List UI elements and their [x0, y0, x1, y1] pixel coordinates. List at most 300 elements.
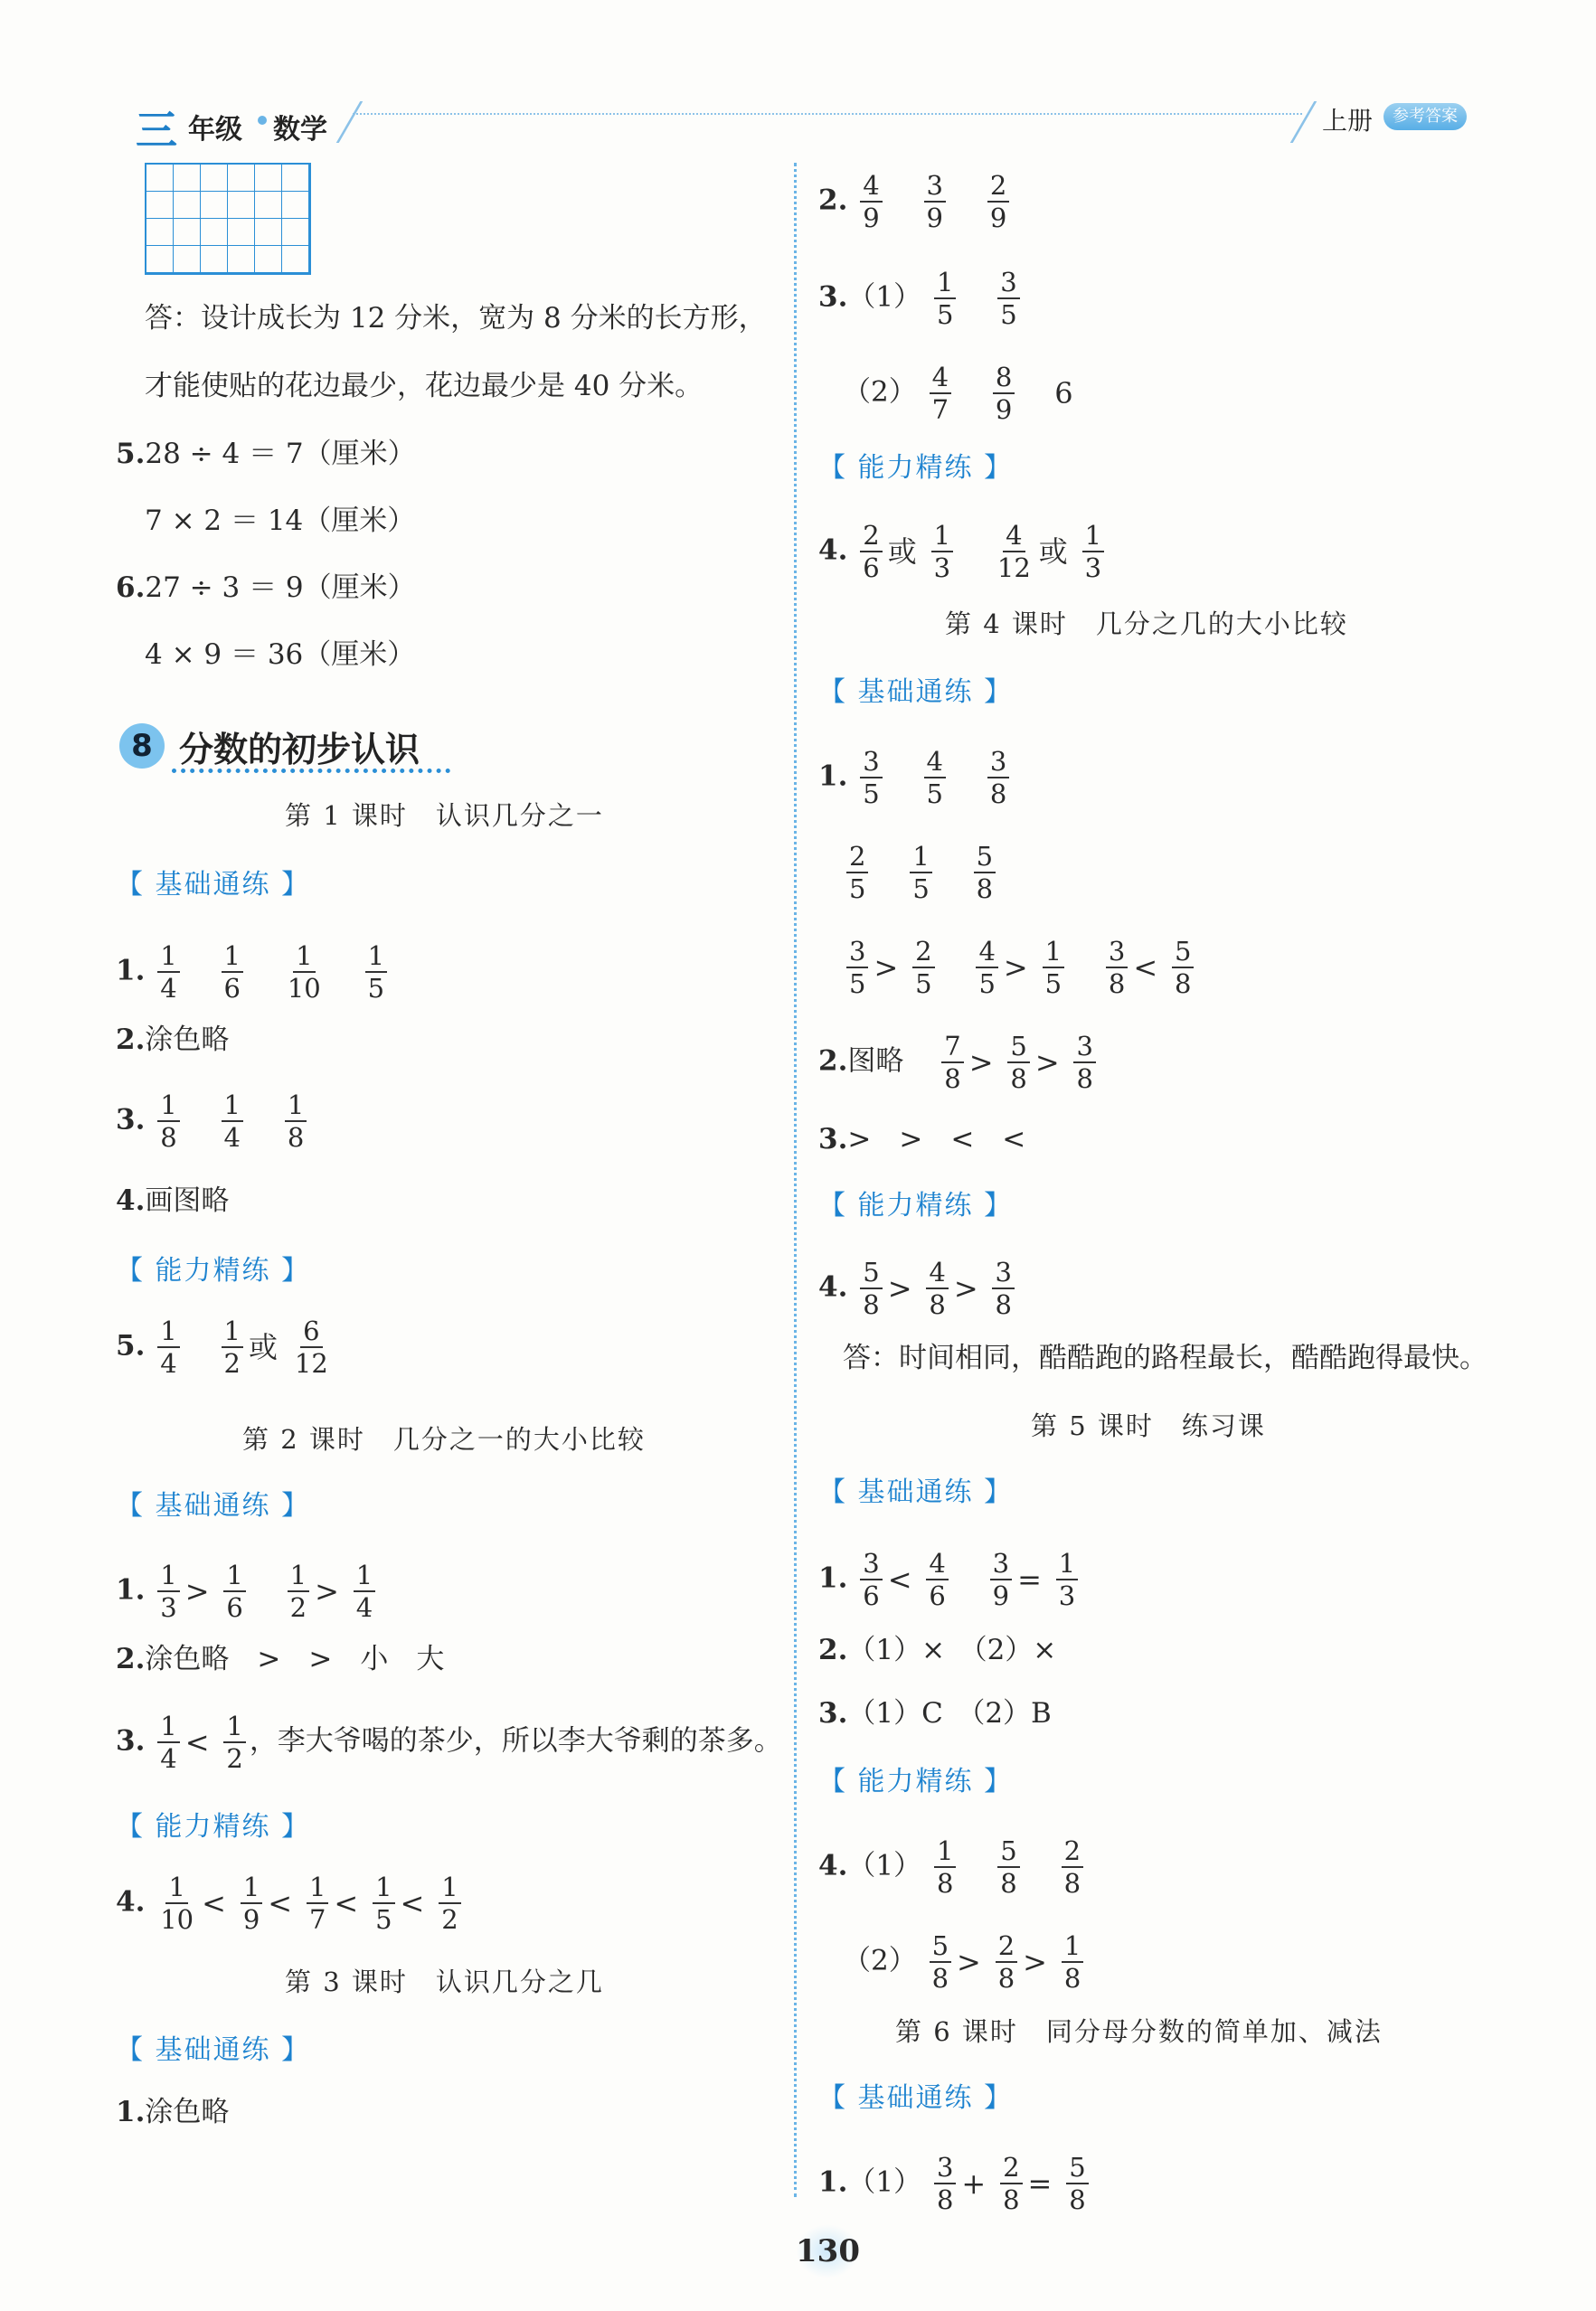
denominator: 8	[1069, 2184, 1086, 2215]
fraction	[222, 1089, 243, 1153]
denominator: 8	[936, 2184, 954, 2215]
fraction	[222, 940, 243, 1004]
fraction	[1062, 1835, 1083, 1899]
denominator: 8	[931, 1963, 949, 1994]
operator: >	[315, 1574, 339, 1608]
denominator: 8	[1175, 968, 1192, 999]
numerator: 4	[926, 1257, 948, 1289]
numerator: 1	[1082, 520, 1104, 552]
numerator: 1	[157, 1089, 179, 1122]
question-number: 4.	[818, 1849, 848, 1882]
fraction	[307, 1872, 328, 1935]
numerator: 1	[222, 1316, 243, 1348]
fraction	[931, 520, 953, 583]
numerator: 5	[974, 841, 996, 873]
question-number: 4.	[818, 533, 848, 567]
denominator: 12	[996, 552, 1031, 583]
l1-q1	[116, 940, 391, 1004]
numerator: 2	[1062, 1835, 1083, 1868]
numerator: 5	[997, 1835, 1019, 1868]
denominator: 8	[1076, 1063, 1093, 1094]
numerator: 4	[860, 170, 882, 203]
operator: 6	[1054, 376, 1073, 410]
l1-q5	[116, 1316, 335, 1379]
denominator: 3	[933, 552, 951, 583]
grid-figure	[145, 163, 311, 275]
section-ability-1: 【 能力精练 】	[116, 1255, 311, 1287]
fraction	[860, 520, 882, 583]
numerator: 1	[223, 1711, 245, 1743]
l5-q4-1: 4.（1） $\frac{1}{8}$ $\frac{5}{8}$ $\frac{2}{8}$	[818, 1835, 1087, 1899]
answer-line-1: 答：设计成长为 12 分米，宽为 8 分米的长方形，	[145, 302, 767, 335]
denominator: 6	[929, 1580, 946, 1611]
operator: 或	[1038, 534, 1068, 569]
lesson-5-title: 第 5 课时 练习课	[1031, 1410, 1266, 1441]
section-ability-r2: 【 能力精练 】	[818, 1190, 1014, 1222]
numerator: 8	[993, 362, 1015, 394]
denominator: 5	[936, 299, 954, 330]
operator: <	[887, 1562, 912, 1597]
denominator: 6	[863, 1580, 880, 1611]
denominator: 12	[294, 1348, 328, 1379]
r-q2	[818, 170, 1013, 233]
numerator: 1	[934, 267, 956, 299]
numerator: 3	[997, 267, 1019, 299]
fraction	[1073, 1031, 1095, 1094]
numerator: 1	[307, 1872, 328, 1904]
q6-row-b: 4 × 9 ＝ 36（厘米）	[145, 638, 416, 671]
numerator: 2	[846, 841, 868, 873]
l1-q4: 4.画图略	[116, 1184, 230, 1217]
question-number: 2.	[116, 1023, 146, 1056]
fraction	[157, 1560, 179, 1623]
denominator: 8	[160, 1122, 177, 1153]
denominator: 4	[160, 1743, 177, 1774]
fraction	[924, 746, 946, 809]
denominator: 10	[160, 1904, 194, 1935]
operator: <	[268, 1886, 293, 1920]
numerator: 3	[934, 2152, 956, 2184]
fraction	[223, 1711, 245, 1774]
fraction	[1172, 936, 1194, 999]
fraction	[930, 362, 951, 425]
fraction	[1062, 1930, 1083, 1994]
section-ability-r1: 【 能力精练 】	[818, 452, 1014, 484]
operator: >	[957, 1945, 981, 1979]
question-number: 5.	[116, 438, 146, 470]
q5-row-a: 5.28 ÷ 4 ＝ 7（厘米）	[116, 438, 416, 470]
fraction	[1066, 2152, 1088, 2215]
numerator: 3	[1073, 1031, 1095, 1063]
numerator: 1	[165, 1872, 187, 1904]
section-basic-r3: 【 基础通练 】	[818, 1476, 1014, 1508]
answer-line-2: 才能使贴的花边最少，花边最少是 40 分米。	[145, 370, 704, 402]
denominator: 5	[849, 968, 866, 999]
question-number: 3.	[116, 1724, 146, 1758]
fraction	[974, 841, 996, 904]
question-number: 5.	[116, 1329, 146, 1363]
section-basic-3: 【 基础通练 】	[116, 2034, 311, 2066]
question-number: 1.	[116, 1573, 146, 1607]
q6-row-a: 6.27 ÷ 3 ＝ 9（厘米）	[116, 571, 416, 604]
fraction	[990, 1548, 1012, 1611]
header-grade: 三	[136, 106, 177, 155]
denominator: 9	[992, 1580, 1010, 1611]
unit-title-underline	[172, 769, 450, 773]
operator: <	[334, 1886, 359, 1920]
numerator: 4	[926, 1548, 948, 1580]
header-grade-label: 年级	[188, 114, 242, 146]
lesson-6-title: 第 6 课时 同分母分数的简单加、减法	[895, 2016, 1383, 2047]
denominator: 8	[929, 1289, 946, 1320]
l5-q2: 2.（1）× （2）×	[818, 1634, 1057, 1666]
numerator: 1	[222, 940, 243, 973]
fraction	[373, 1872, 394, 1935]
denominator: 5	[1044, 968, 1062, 999]
numerator: 5	[1066, 2152, 1088, 2184]
fraction	[992, 1257, 1014, 1320]
operator: >	[1023, 1945, 1047, 1979]
numerator: 7	[941, 1031, 963, 1063]
fraction	[926, 1257, 948, 1320]
section-ability-r3: 【 能力精练 】	[818, 1766, 1014, 1797]
fraction	[157, 940, 179, 1004]
fraction	[439, 1872, 460, 1935]
denominator: 2	[226, 1743, 243, 1774]
fraction	[993, 362, 1015, 425]
fraction	[860, 746, 882, 809]
numerator: 2	[860, 520, 882, 552]
denominator: 4	[355, 1592, 373, 1623]
numerator: 1	[293, 940, 315, 973]
fraction	[976, 936, 997, 999]
l2-q4	[116, 1872, 465, 1935]
denominator: 8	[1003, 2184, 1020, 2215]
fraction	[987, 746, 1009, 809]
question-number: 2.	[818, 184, 848, 217]
question-number: 3.	[818, 1697, 848, 1730]
denominator: 2	[441, 1904, 458, 1935]
denominator: 8	[976, 873, 994, 904]
fraction	[910, 841, 931, 904]
r-q3-2: （2） $\frac{4}{7}$ $\frac{8}{9}$ 6	[843, 362, 1073, 425]
denominator: 5	[1000, 299, 1017, 330]
numerator: 5	[1007, 1031, 1029, 1063]
fraction	[157, 1316, 179, 1379]
l6-q1: 1.（1） $\frac{3}{8}$ + $\frac{2}{8}$ = $\frac{5}{8}$	[818, 2152, 1092, 2215]
numerator: 4	[924, 746, 946, 778]
l1-q3	[116, 1089, 310, 1153]
question-number: 1.	[818, 759, 848, 793]
numerator: 1	[934, 1835, 956, 1868]
header-volume: 上册	[1322, 106, 1374, 136]
l4-q1-row1	[818, 746, 1013, 809]
operator: >	[1034, 1045, 1060, 1080]
numerator: 1	[910, 841, 931, 873]
l3-q1: 1.涂色略	[116, 2096, 230, 2128]
section-basic-r2: 【 基础通练 】	[818, 676, 1014, 708]
denominator: 2	[223, 1348, 241, 1379]
numerator: 1	[241, 1872, 262, 1904]
denominator: 5	[863, 778, 880, 809]
operator: >	[184, 1574, 210, 1608]
numerator: 1	[285, 1089, 307, 1122]
question-number: 3.	[818, 1123, 848, 1156]
denominator: 8	[936, 1868, 954, 1899]
l4-q1-row2	[843, 841, 999, 904]
operator: +	[961, 2166, 987, 2201]
l4-q4	[818, 1257, 1018, 1320]
section-ability-2: 【 能力精练 】	[116, 1811, 311, 1843]
question-number: 6.	[116, 571, 146, 604]
numerator: 5	[930, 1930, 951, 1963]
denominator: 5	[912, 873, 930, 904]
section-basic-1: 【 基础通练 】	[116, 869, 311, 901]
fraction	[285, 1089, 307, 1153]
denominator: 4	[160, 1348, 177, 1379]
denominator: 8	[997, 1963, 1015, 1994]
question-number: 2.	[116, 1643, 146, 1675]
question-number: 3.	[818, 280, 848, 314]
denominator: 5	[367, 973, 385, 1004]
operator: >	[968, 1045, 994, 1080]
denominator: 9	[926, 203, 943, 233]
fraction	[222, 1316, 243, 1379]
question-number: 3.	[116, 1103, 146, 1137]
fraction	[157, 1089, 179, 1153]
operator: =	[1027, 2166, 1053, 2201]
denominator: 6	[226, 1592, 243, 1623]
numerator: 3	[924, 170, 946, 203]
column-divider	[794, 163, 797, 2197]
fraction	[934, 1835, 956, 1899]
unit-number-badge: 8	[119, 723, 165, 769]
header-subject: 数学	[273, 114, 327, 146]
fraction	[354, 1560, 375, 1623]
r-q4	[818, 520, 1108, 583]
l5-q3: 3.（1）C （2）B	[818, 1697, 1052, 1730]
question-number: 4.	[116, 1184, 146, 1217]
fraction	[924, 170, 946, 233]
l4-q2: 2.图略 $\frac{7}{8}$ > $\frac{5}{8}$ > $\frac{3}{8}$	[818, 1031, 1100, 1094]
operator: 或	[887, 534, 917, 569]
fraction	[1043, 936, 1064, 999]
question-number: 4.	[116, 1885, 146, 1919]
numerator: 3	[987, 746, 1009, 778]
numerator: 2	[987, 170, 1009, 203]
fraction	[912, 936, 934, 999]
l4-q1-row3	[843, 936, 1197, 999]
l2-q1	[116, 1560, 379, 1623]
numerator: 3	[846, 936, 868, 968]
denominator: 7	[308, 1904, 326, 1935]
header-answer-badge: 参考答案	[1384, 103, 1467, 130]
lesson-4-title: 第 4 课时 几分之几的大小比较	[945, 608, 1348, 639]
operator: >	[953, 1271, 978, 1306]
header-slash	[336, 101, 364, 143]
fraction	[1000, 2152, 1022, 2215]
denominator: 10	[287, 973, 321, 1004]
denominator: 8	[287, 1122, 305, 1153]
numerator: 1	[157, 1711, 179, 1743]
fraction	[1082, 520, 1104, 583]
denominator: 3	[160, 1592, 177, 1623]
numerator: 6	[300, 1316, 322, 1348]
numerator: 1	[1056, 1548, 1078, 1580]
numerator: 4	[1003, 520, 1025, 552]
numerator: 1	[373, 1872, 394, 1904]
denominator: 9	[863, 203, 880, 233]
operator: 或	[249, 1330, 279, 1364]
fraction	[1007, 1031, 1029, 1094]
fraction	[288, 1560, 309, 1623]
l2-q2: 2.涂色略 > > 小 大	[116, 1643, 445, 1675]
denominator: 8	[1108, 968, 1126, 999]
fraction	[996, 1930, 1017, 1994]
fraction	[995, 520, 1034, 583]
denominator: 6	[223, 973, 241, 1004]
denominator: 5	[915, 968, 932, 999]
fraction	[223, 1560, 245, 1623]
fraction	[285, 940, 324, 1004]
numerator: 1	[1062, 1930, 1083, 1963]
fraction	[997, 1835, 1019, 1899]
fraction	[292, 1316, 331, 1379]
denominator: 2	[289, 1592, 307, 1623]
header-dot	[258, 116, 267, 125]
header-rule	[353, 113, 1302, 115]
numerator: 3	[860, 1548, 882, 1580]
denominator: 8	[1010, 1063, 1027, 1094]
numerator: 1	[157, 1560, 179, 1592]
operator: >	[874, 950, 899, 985]
question-number: 1.	[116, 954, 146, 987]
fraction	[934, 2152, 956, 2215]
denominator: 8	[1063, 1963, 1081, 1994]
fraction	[860, 1548, 882, 1611]
denominator: 4	[160, 973, 177, 1004]
denominator: 8	[1000, 1868, 1017, 1899]
operator: <	[400, 1886, 425, 1920]
numerator: 1	[223, 1560, 245, 1592]
operator: <	[202, 1886, 226, 1920]
numerator: 2	[912, 936, 934, 968]
numerator: 4	[976, 936, 997, 968]
operator: >	[887, 1271, 912, 1306]
numerator: 1	[931, 520, 953, 552]
question-number: 4.	[818, 1270, 848, 1304]
q5-row-b: 7 × 2 ＝ 14（厘米）	[145, 505, 416, 537]
l2-q3: 3. $\frac{1}{4}$ < $\frac{1}{2}$ ，李大爷喝的茶少，所以李大爷剩的茶多。	[116, 1711, 782, 1774]
section-basic-2: 【 基础通练 】	[116, 1490, 311, 1522]
r-q3-1: 3.（1） $\frac{1}{5}$ $\frac{3}{5}$	[818, 267, 1024, 330]
l1-q2: 2.涂色略	[116, 1023, 230, 1056]
fraction	[860, 170, 882, 233]
operator: =	[1017, 1562, 1042, 1597]
operator: <	[1133, 950, 1158, 985]
numerator: 3	[992, 1257, 1014, 1289]
numerator: 2	[1000, 2152, 1022, 2184]
fraction	[846, 841, 868, 904]
fraction	[157, 1711, 179, 1774]
question-number: 1.	[818, 1561, 848, 1595]
l5-q4-2: （2） $\frac{5}{8}$ > $\frac{2}{8}$ > $\frac{1}{8}$	[843, 1930, 1087, 1994]
numerator: 5	[860, 1257, 882, 1289]
question-number: 1.	[818, 2165, 848, 2199]
fraction	[997, 267, 1019, 330]
fraction	[846, 936, 868, 999]
denominator: 8	[995, 1289, 1012, 1320]
operator: >	[1003, 950, 1028, 985]
lesson-3-title: 第 3 课时 认识几分之几	[285, 1967, 604, 1997]
denominator: 4	[223, 1122, 241, 1153]
numerator: 1	[365, 940, 387, 973]
denominator: 5	[926, 778, 943, 809]
denominator: 8	[1063, 1868, 1081, 1899]
denominator: 7	[931, 394, 949, 425]
denominator: 6	[863, 552, 880, 583]
fraction	[941, 1031, 963, 1094]
lesson-2-title: 第 2 课时 几分之一的大小比较	[242, 1424, 646, 1455]
question-number: 2.	[818, 1044, 848, 1078]
fraction	[157, 1872, 196, 1935]
denominator: 9	[989, 203, 1007, 233]
operator: <	[184, 1725, 210, 1759]
l5-q1	[818, 1548, 1081, 1611]
numerator: 2	[996, 1930, 1017, 1963]
l4-q4-answer: 答：时间相同，酷酷跑的路程最长，酷酷跑得最快。	[843, 1342, 1487, 1374]
fraction	[241, 1872, 262, 1935]
fraction	[365, 940, 387, 1004]
numerator: 3	[1106, 936, 1128, 968]
l4-q3: 3.> > < <	[818, 1123, 1026, 1156]
denominator: 5	[849, 873, 866, 904]
numerator: 3	[860, 746, 882, 778]
fraction	[860, 1257, 882, 1320]
fraction	[934, 267, 956, 330]
question-number: 1.	[116, 2096, 146, 2128]
denominator: 5	[978, 968, 996, 999]
numerator: 1	[439, 1872, 460, 1904]
unit-title: 分数的初步认识	[179, 730, 420, 769]
question-number: 2.	[818, 1634, 848, 1666]
denominator: 8	[989, 778, 1007, 809]
denominator: 8	[863, 1289, 880, 1320]
denominator: 3	[1084, 552, 1102, 583]
lesson-1-title: 第 1 课时 认识几分之一	[285, 800, 604, 831]
numerator: 1	[222, 1089, 243, 1122]
denominator: 9	[995, 394, 1013, 425]
numerator: 1	[354, 1560, 375, 1592]
numerator: 4	[930, 362, 951, 394]
numerator: 1	[1043, 936, 1064, 968]
numerator: 1	[288, 1560, 309, 1592]
header-slash-right	[1290, 101, 1317, 143]
numerator: 1	[157, 940, 179, 973]
fraction	[1106, 936, 1128, 999]
numerator: 5	[1172, 936, 1194, 968]
numerator: 1	[157, 1316, 179, 1348]
denominator: 5	[375, 1904, 392, 1935]
denominator: 3	[1058, 1580, 1076, 1611]
fraction	[930, 1930, 951, 1994]
denominator: 9	[242, 1904, 260, 1935]
section-basic-r4: 【 基础通练 】	[818, 2082, 1014, 2114]
fraction	[987, 170, 1009, 233]
fraction	[1056, 1548, 1078, 1611]
denominator: 8	[944, 1063, 961, 1094]
fraction	[926, 1548, 948, 1611]
